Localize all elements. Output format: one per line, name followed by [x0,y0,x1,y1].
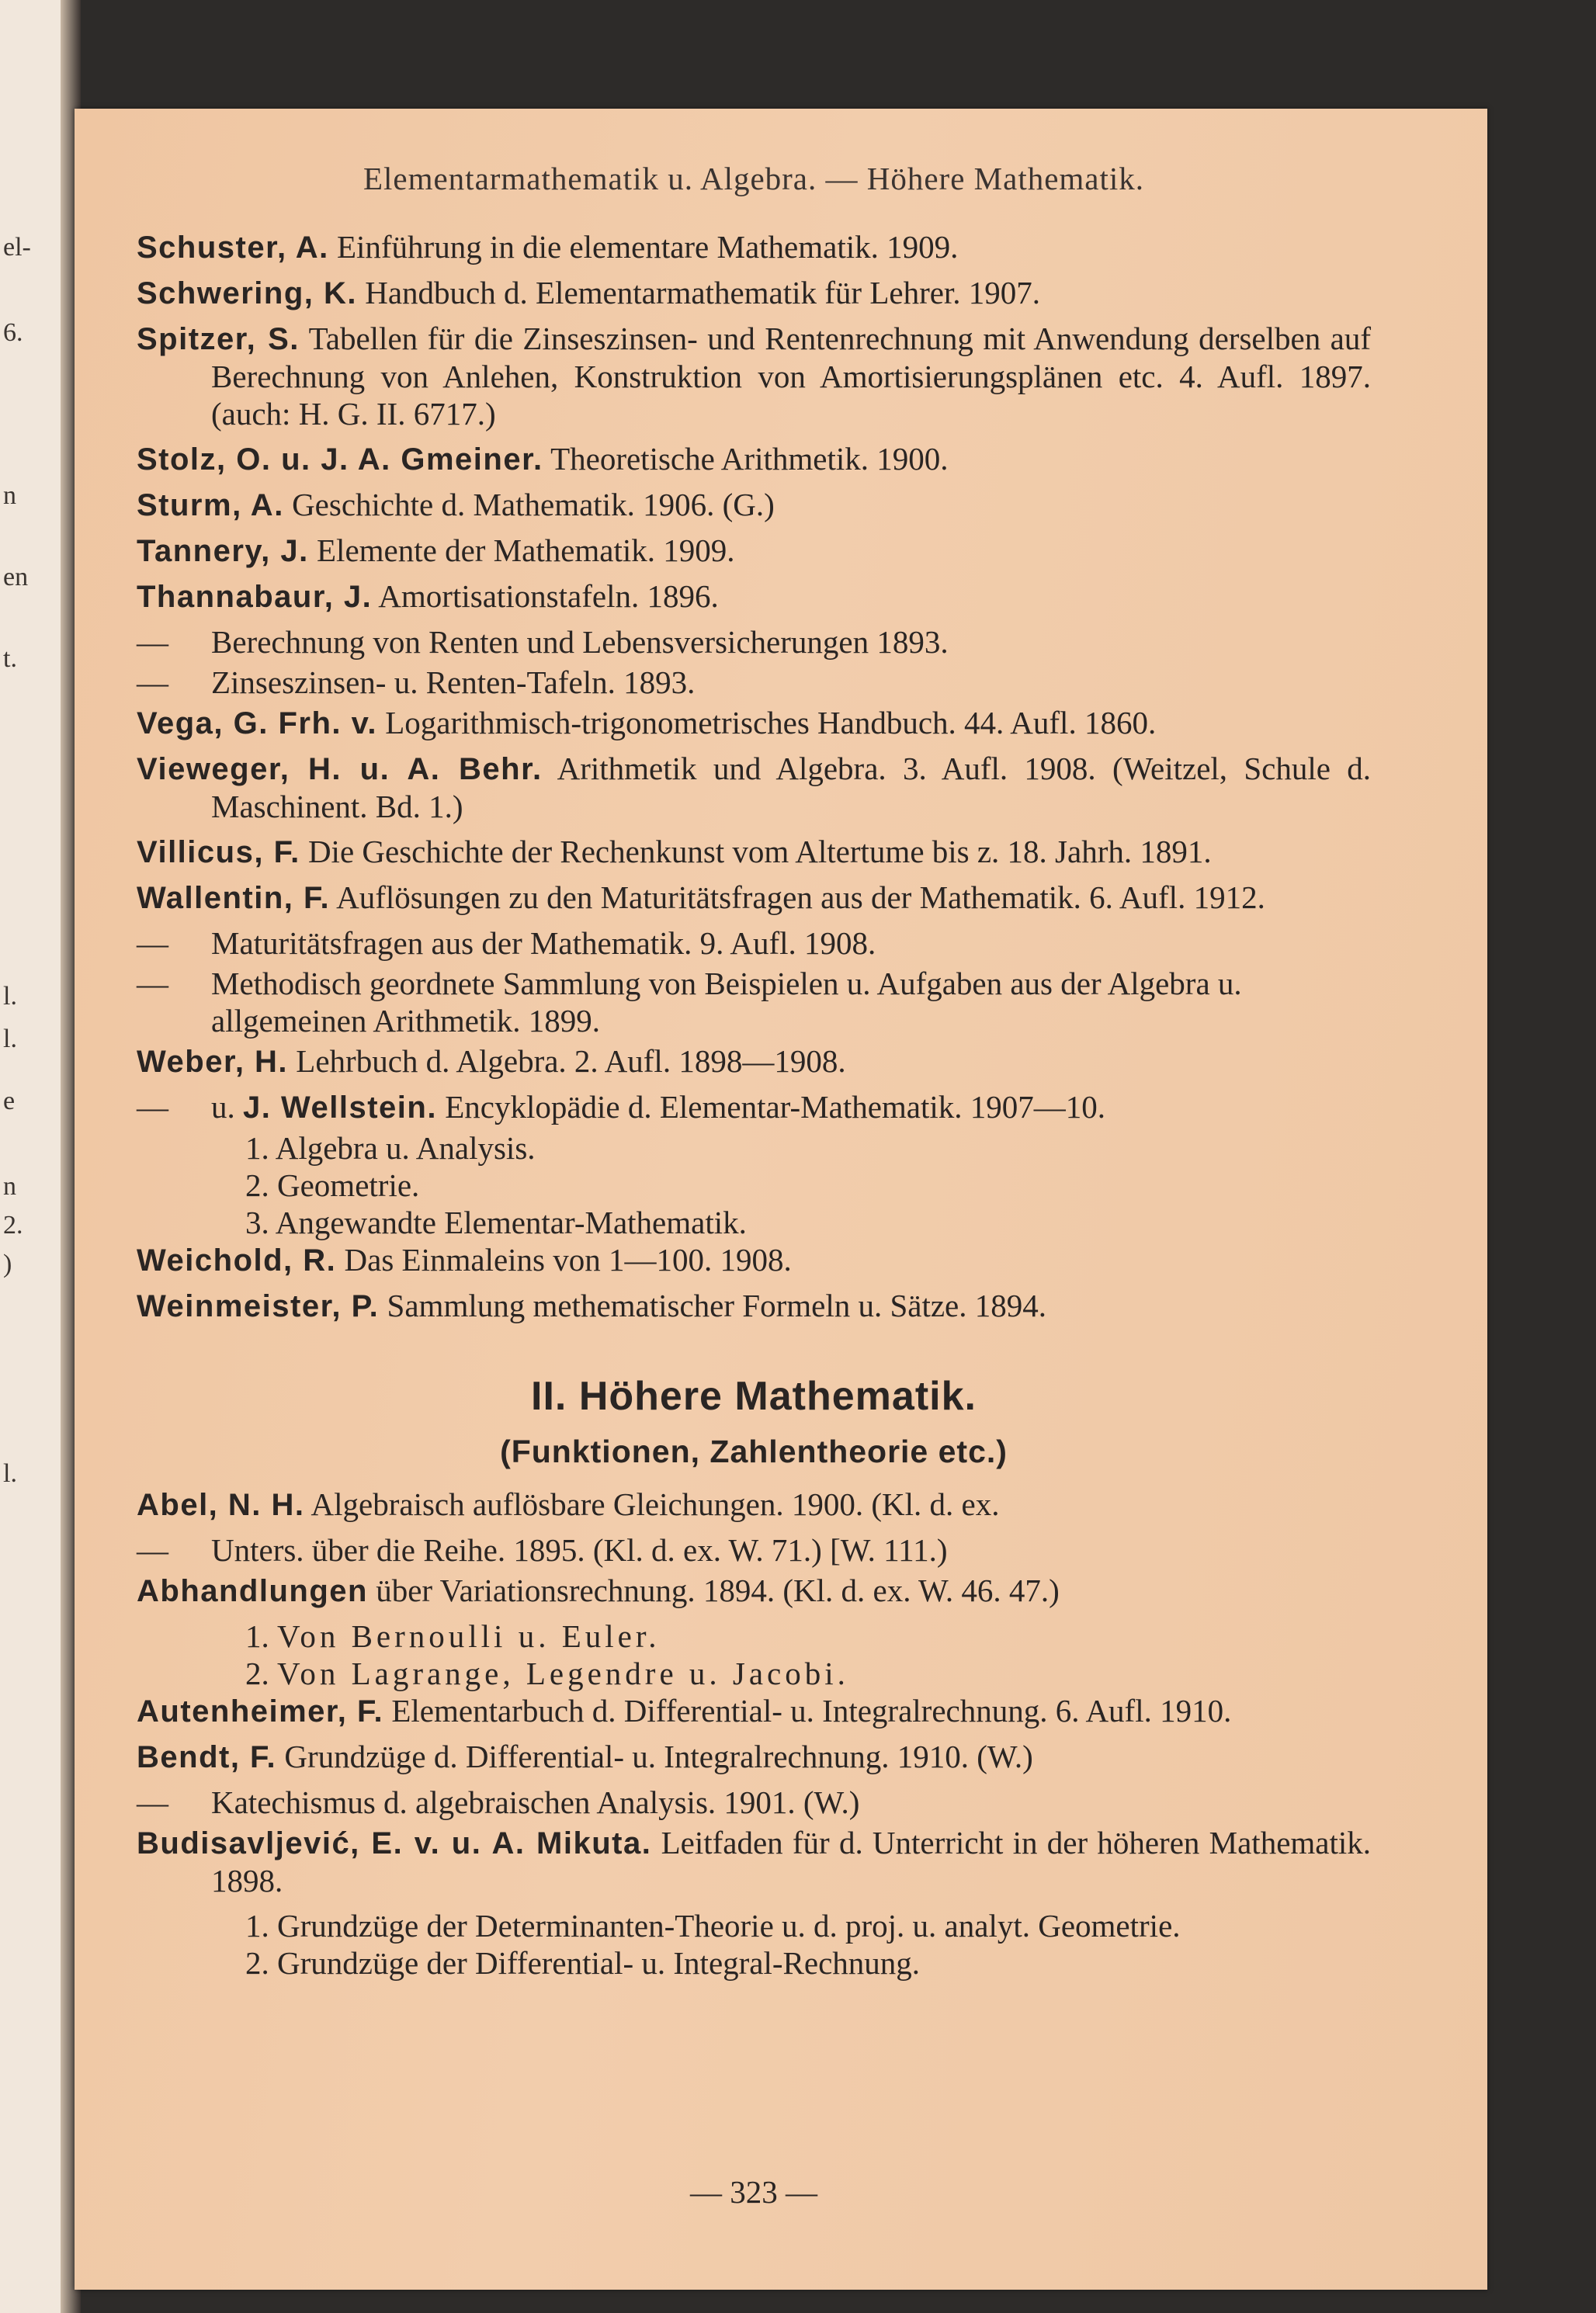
entry-author: Tannery, J. [137,534,309,568]
entry-author: Sturm, A. [137,488,284,522]
entry-text: Geschichte d. Mathematik. 1906. (G.) [292,487,775,522]
entry-text: Lehrbuch d. Algebra. 2. Aufl. 1898—1908. [296,1043,846,1079]
book-page [75,109,1487,2290]
wallentin-sub-entries [137,924,1371,1039]
volume-item: 1. Grundzüge der Determinanten-Theorie u. d. proj. u. analyt. Geometrie. [245,1908,1181,1944]
budisavljevic-volume-list [137,1907,1371,1982]
entry-text: Das Einmaleins von 1—100. 1908. [344,1242,792,1278]
entry-text: Auflösungen zu den Maturitätsfragen aus der Mathematik. 6. Aufl. 1912. [336,879,1265,915]
bibliography-entry [137,274,1371,312]
volume-number: 2. [245,1656,269,1691]
entry-text: Unters. über die Reihe. 1895. (Kl. d. ex. W. 71.) [W. 111.) [211,1532,948,1568]
bibliography-entry [137,1287,1371,1325]
entry-text: Maturitätsfragen aus der Mathematik. 9. Aufl. 1908. [211,925,876,961]
entry-text: Leitfaden für d. Unterricht in der höheren Mathematik. 1898. [211,1825,1372,1899]
bibliography-entry [137,577,1371,616]
bibliography-subentry: — Methodisch geordnete Sammlung von Beispielen u. Aufgaben aus der Algebra u. allgemeinen Arithmetik. 1899. [137,966,1242,1039]
section-title: II. Höhere Mathematik. [531,1374,977,1419]
entry-text: Algebraisch auflösbare Gleichungen. 1900. (Kl. d. ex. [311,1486,1000,1522]
entry-author: Wallentin, F. [137,881,331,915]
bibliography-entry [137,750,1371,825]
entry-text: Katechismus d. algebraischen Analysis. 1901. (W.) [211,1784,860,1820]
entry-author: Abel, N. H. [137,1488,305,1522]
entry-author: Abhandlungen [137,1574,368,1608]
bibliography-entry-autenheimer [137,1692,1371,1730]
margin-fragment: l. [3,1025,17,1053]
entry-text: Elementarbuch d. Differential- u. Integralrechnung. 6. Aufl. 1910. [391,1693,1232,1729]
thannabaur-sub-entries [137,623,1371,701]
volume-item: 2. Grundzüge der Differential- u. Integral-Rechnung. [245,1945,921,1981]
entry-text: Tabellen für die Zinseszinsen- und Rentenrechnung mit Anwendung derselben auf Berechnung von Anlehen, Konstruktion von Amortisierungsplänen etc. 4. Aufl. 1897. (auch: H. G. II. 6717.) [211,321,1371,432]
entry-text: Amortisationstafeln. 1896. [378,578,719,614]
entry-text: Logarithmisch-trigonometrisches Handbuch. 44. Aufl. 1860. [385,705,1157,740]
bibliography-entry [137,704,1371,742]
page-content [137,160,1371,1982]
bibliography-entry [137,879,1371,917]
volume-number: 1. [245,1618,269,1654]
entry-text: Theoretische Arithmetik. 1900. [550,441,949,477]
entry-text: Methodisch geordnete Sammlung von Beispielen u. Aufgaben aus der Algebra u. allgemeinen Arithmetik. 1899. [211,966,1242,1039]
margin-fragment: l. [3,1459,17,1488]
margin-fragment: 2. [3,1211,23,1240]
entry-text: Handbuch d. Elementarmathematik für Lehrer. 1907. [365,275,1041,310]
entry-author: Schwering, K. [137,276,357,310]
entry-text: Sammlung methematischer Formeln u. Sätze. 1894. [387,1288,1046,1323]
bibliography-entry [137,1241,1371,1279]
bibliography-entry [137,486,1371,524]
entry-author: Spitzer, S. [137,322,300,356]
bibliography-list-part2 [137,704,1371,917]
margin-fragment: 6. [3,318,23,347]
volume-item [137,1618,1371,1655]
entry-author: Weinmeister, P. [137,1289,380,1323]
entry-prefix: u. [211,1089,235,1125]
running-header: Elementarmathematik u. Algebra. — Höhere Mathematik. [363,161,1145,196]
weber-volume-list [137,1129,1371,1241]
entry-author: Weichold, R. [137,1243,337,1278]
entry-author: Vieweger, H. u. A. Behr. [137,752,543,786]
entry-author: J. Wellstein. [243,1091,437,1125]
bibliography-entry [137,833,1371,871]
bibliography-subentry: — Maturitätsfragen aus der Mathematik. 9. Aufl. 1908. [137,925,876,961]
entry-text: über Variationsrechnung. 1894. (Kl. d. ex. W. 46. 47.) [376,1573,1060,1608]
entry-author: Villicus, F. [137,835,300,869]
bibliography-entry [137,320,1371,432]
margin-fragment: ) [3,1250,12,1278]
section-subtitle: (Funktionen, Zahlentheorie etc.) [500,1434,1008,1469]
entry-author: Autenheimer, F. [137,1694,384,1729]
bibliography-entry-abhandlungen [137,1572,1371,1610]
margin-fragment: en [3,563,29,591]
abhandlungen-volume-list [137,1618,1371,1692]
volume-item: 1. Algebra u. Analysis. [245,1130,536,1166]
margin-fragment: n [3,1172,16,1201]
entry-text: Zinseszinsen- u. Renten-Tafeln. 1893. [211,664,696,700]
bibliography-subentry-bendt: — Katechismus d. algebraischen Analysis. 1901. (W.) [137,1784,860,1820]
entry-text: Encyklopädie d. Elementar-Mathematik. 1907—10. [445,1089,1106,1125]
entry-text: Die Geschichte der Rechenkunst vom Altertume bis z. 18. Jahrh. 1891. [307,834,1212,869]
volume-item [137,1655,1371,1692]
bibliography-entry [137,532,1371,570]
entry-author: Bendt, F. [137,1740,277,1774]
entry-author: Stolz, O. u. J. A. Gmeiner. [137,442,543,477]
bibliography-subentry: — Berechnung von Renten und Lebensversicherungen 1893. [137,624,949,660]
entry-author: Vega, G. Frh. v. [137,706,378,740]
bibliography-subentry-abel: — Unters. über die Reihe. 1895. (Kl. d. ex. W. 71.) [W. 111.) [137,1532,948,1568]
entry-text: Berechnung von Renten und Lebensversicherungen 1893. [211,624,949,660]
bibliography-subentry: — Zinseszinsen- u. Renten-Tafeln. 1893. [137,664,696,700]
page-number: — 323 — [690,2174,817,2210]
bibliography-entry-budisavljevic [137,1824,1371,1899]
entry-author: Budisavljević, E. v. u. A. Mikuta. [137,1826,652,1860]
margin-fragment: l. [3,982,17,1011]
entry-text: Arithmetik und Algebra. 3. Aufl. 1908. (Weitzel, Schule d. Maschinent. Bd. 1.) [211,751,1371,824]
entry-text: Elemente der Mathematik. 1909. [317,532,735,568]
margin-fragment: el- [3,233,31,262]
bibliography-entry [137,440,1371,478]
entry-author: Schuster, A. [137,231,329,265]
margin-fragment: e [3,1087,16,1115]
entry-text: Grundzüge d. Differential- u. Integralrechnung. 1910. (W.) [284,1739,1033,1774]
bibliography-entry-weber [137,1042,1371,1080]
bibliography-list-part3 [137,1241,1371,1325]
bibliography-subentry-wellstein: — u. J. Wellstein. Encyklopädie d. Elementar-Mathematik. 1907—10. [137,1089,1106,1125]
bibliography-entry [137,228,1371,266]
margin-fragment: n [3,481,16,510]
entry-author: Thannabaur, J. [137,580,373,614]
volume-text: Von Lagrange, Legendre u. Jacobi. [277,1656,849,1691]
margin-fragment: t. [3,644,17,673]
entry-author: Weber, H. [137,1045,289,1079]
entry-text: Einführung in die elementare Mathematik. 1909. [336,229,959,265]
volume-text: Von Bernoulli u. Euler. [277,1618,661,1654]
volume-item: 3. Angewandte Elementar-Mathematik. [245,1205,747,1240]
bibliography-entry-abel [137,1486,1371,1524]
bibliography-entry-bendt [137,1738,1371,1776]
volume-item: 2. Geometrie. [245,1167,420,1203]
bibliography-list-part1 [137,228,1371,616]
